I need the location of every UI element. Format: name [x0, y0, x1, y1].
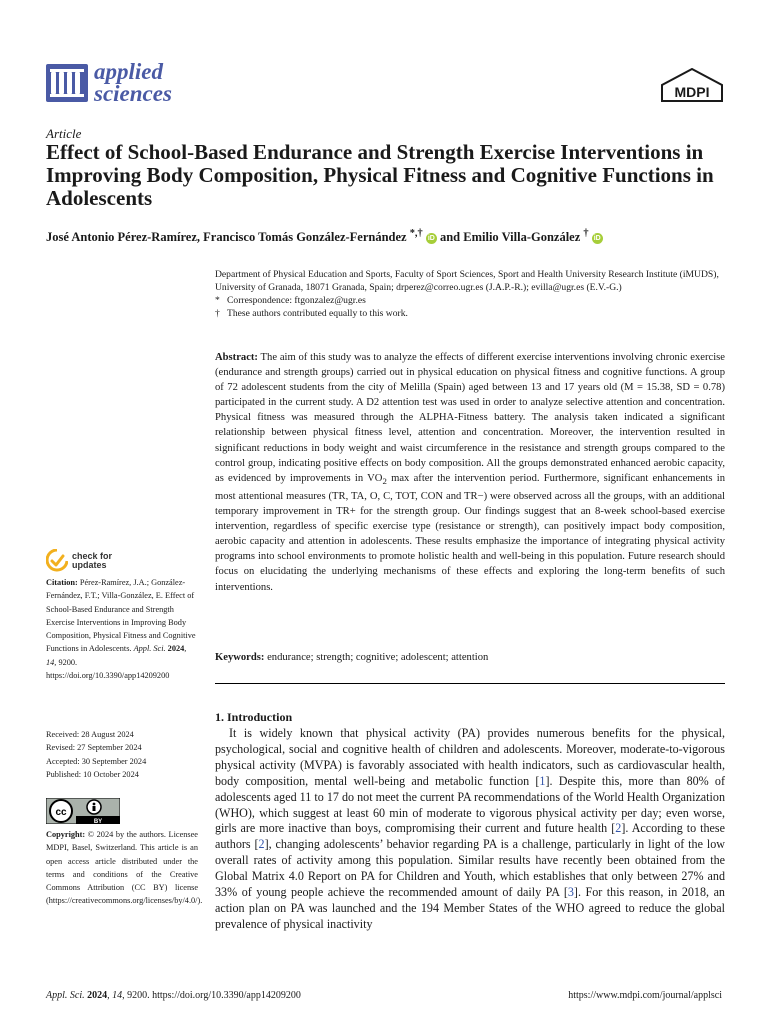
citation-link[interactable]: 2	[615, 821, 622, 836]
citation-text: Pérez-Ramírez, J.A.; González-Fernández, F.T.; Villa-González, E. Effect of School-Based Endurance and Strength Exercise Interventions in Improving Body Composition, Physical Fitness and Cognitive Functions in Adolescents.	[46, 578, 196, 654]
date-accepted: Accepted: 30 September 2024	[46, 756, 147, 766]
abstract-text-a: The aim of this study was to analyze the effects of different exercise interventions involving chronic exercise (endurance and strength groups) carried out in physical education on physical fitness and cognitive functions. A group of 72 adolescent students from the city of Melilla (Spain) aged between 13 and 17 years old (M = 15.38, SD = 0.78) participated in the current study. A D2 attention test was used in order to analyze selective attention and concentration. Physical fitness was measured through the ALPHA-Fitness battery. The analysis taken indicated a significant relationship between physical fitness level, attention and concentration. Moreover, the intervention resulted in significant reductions in body weight and waist circumference in the resistance and strength groups compared to the control group, indicating positive effects on body composition. All the groups demonstrated enhanced aerobic capacity, as evidenced by improvements in VO	[215, 352, 725, 484]
author-1[interactable]: José Antonio Pérez-Ramírez,	[46, 230, 204, 245]
section-heading-introduction: 1. Introduction	[215, 710, 293, 724]
equal-contribution-row	[215, 307, 725, 320]
date-received: Received: 28 August 2024	[46, 730, 134, 739]
check-for-updates-badge[interactable]	[46, 549, 112, 573]
article-type: Article	[46, 126, 82, 141]
check-updates-line2: updates	[72, 560, 107, 570]
by-text: BY	[93, 819, 103, 824]
article-title: Effect of School-Based Endurance and Strength Exercise Interventions in Improving Body Composition, Physical Fitness and Cognitive Functions in Adolescents	[46, 140, 714, 210]
orcid-icon[interactable]: iD	[593, 234, 601, 242]
intro-text-3: ]. According to these authors [	[215, 821, 725, 852]
correspondence-mark: *	[215, 295, 220, 306]
citation-link[interactable]: 3	[567, 885, 574, 900]
journal-name-line2: sciences	[94, 81, 172, 106]
footer-doi[interactable]: , 9200. https://doi.org/10.3390/app14209200	[122, 990, 301, 1001]
section-divider	[215, 683, 725, 684]
equal-contribution-text: These authors contributed equally to this work.	[227, 308, 408, 319]
copyright-label: Copyright:	[46, 830, 86, 839]
citation-doi[interactable]: , 9200. https://doi.org/10.3390/app14209200	[46, 657, 170, 681]
journal-logo	[46, 58, 246, 108]
citation-year: 2024	[165, 644, 185, 654]
author-list	[46, 226, 736, 245]
abstract-subscript: 2	[382, 475, 387, 486]
author-conjunction: and	[436, 230, 464, 245]
equal-contribution-mark: †	[215, 308, 220, 319]
publisher-logo	[660, 68, 724, 102]
footer-citation	[46, 990, 301, 1001]
copyright-text: © 2024 by the authors. Licensee MDPI, Basel, Switzerland. This article is an open access article distributed under the terms and conditions of the Creative Commons Attribution (CC BY) license (https://creativecommons.org/licenses/by/4.0/).	[46, 830, 203, 906]
affiliation-text: Department of Physical Education and Sports, Faculty of Sport Sciences, Sport and Health University Research Institute (iMUDS), University of Granada, 18071 Granada, Spain; drperez@correo.ugr.es (J.A.P.-R.); evilla@ugr.es (E.V.-G.)	[215, 269, 719, 293]
publication-dates	[46, 728, 198, 781]
journal-name	[94, 61, 172, 105]
cc-by-license-icon[interactable]	[46, 798, 120, 824]
abstract	[215, 350, 725, 595]
footer-journal-url[interactable]: https://www.mdpi.com/journal/applsci	[568, 990, 722, 1001]
author-3[interactable]: Emilio Villa-González	[463, 230, 584, 245]
citation-label: Citation:	[46, 578, 78, 587]
intro-text-2: ]. Despite this, more than 80% of adolescents aged 11 to 17 do not meet the current PA recommendations of the World Health Organization (WHO), which suggest at least 60 min of moderate to vigorous physical activity per day; even worse, girls are more inactive than boys, compromising their current and future health [	[215, 773, 725, 836]
intro-text-4: ], changing adolescents’ behavior regarding PA is a challenge, particularly in light of the low overall rates of activity among this population. Similar results have recently been obtained from the Global Matrix 4.0 Report on PA for Children and Youth, which establishes that only between 27% and 33% of young people achieve the recommended amount of daily PA [	[215, 837, 726, 900]
journal-logo-icon	[46, 64, 88, 102]
author-3-marks: †	[583, 228, 589, 239]
publisher-name: MDPI	[674, 84, 710, 100]
check-updates-text	[72, 552, 112, 570]
check-updates-icon	[46, 549, 68, 573]
footer-volume: , 14	[107, 990, 123, 1001]
date-published: Published: 10 October 2024	[46, 769, 139, 779]
citation-link[interactable]: 2	[258, 837, 265, 852]
citation-block	[46, 576, 198, 682]
copyright-block	[46, 828, 203, 908]
intro-text-5: ]. For this reason, in 2018, an action plan on PA was launched and the 194 Member States of the WHO agreed to reduce the global prevalence of physical inactivity	[215, 885, 725, 931]
correspondence-row	[215, 294, 725, 307]
keywords	[215, 650, 725, 665]
correspondence-text[interactable]: Correspondence: ftgonzalez@ugr.es	[227, 295, 366, 306]
abstract-label: Abstract:	[215, 352, 258, 363]
check-updates-line1: check for	[72, 551, 113, 561]
cc-text: cc	[55, 807, 67, 818]
introduction-paragraph	[215, 726, 725, 933]
abstract-text-b: max after the intervention period. Furthermore, significant enhancements in most attentional measures (TR, TA, O, C, TOT, CON and TR−) were observed across all the groups, with an additional temporary improvement in TR+ for the strength group. Our findings suggest that an 8-week school-based exercise intervention, regardless of specific exercise type (resistance or strength), can positively impact body composition, aerobic capacity and attention in adolescents. These results emphasize the importance of integrating physical activity programs into school environments to promote holistic health and well-being in this population. Future research should focus on elucidating the underlying mechanisms of these effects and exploring the long-term benefits of such interventions.	[215, 472, 725, 593]
author-2[interactable]: Francisco Tomás González-Fernández	[203, 230, 410, 245]
journal-name-line1: applied	[94, 59, 163, 84]
citation-volume: , 14	[46, 644, 187, 667]
affiliations	[215, 268, 725, 320]
keywords-label: Keywords:	[215, 652, 265, 663]
date-revised: Revised: 27 September 2024	[46, 743, 142, 753]
orcid-icon[interactable]: iD	[427, 234, 435, 242]
footer-journal: Appl. Sci.	[46, 990, 85, 1001]
citation-journal: Appl. Sci.	[133, 644, 166, 654]
citation-link[interactable]: 1	[539, 773, 546, 788]
keywords-text: endurance; strength; cognitive; adolescent; attention	[264, 652, 489, 663]
author-2-marks: *,†	[409, 228, 423, 239]
footer-year: 2024	[84, 990, 108, 1001]
intro-text-1: It is widely known that physical activity (PA) provides numerous benefits for the physical, psychological, social and cognitive health of children and adolescents. Moreover, moderate-to-vigorous physical activity (MVPA) is favorably associated with health indicators, such as cardiovascular health, body composition, mental well-being and metabolic function [	[215, 726, 725, 788]
